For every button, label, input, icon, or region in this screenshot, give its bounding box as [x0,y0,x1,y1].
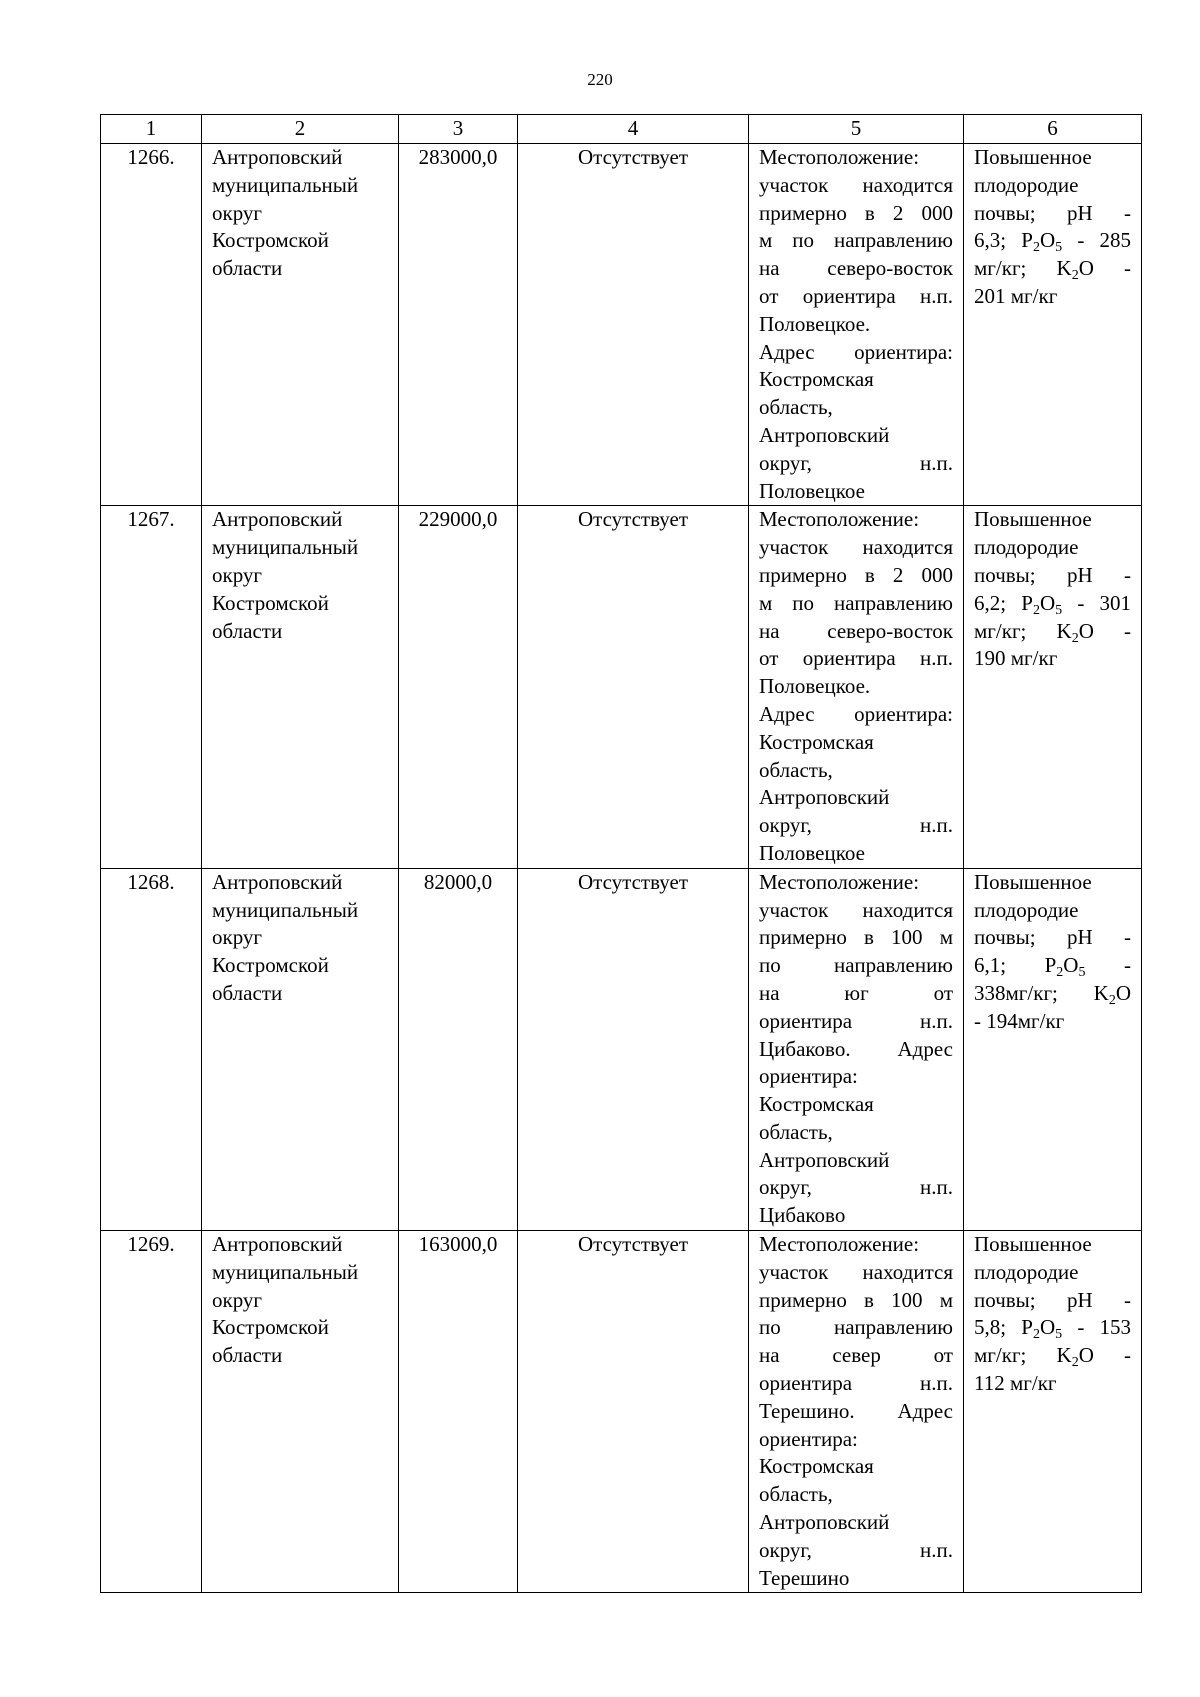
soil-text: 6,1; P [974,953,1057,978]
soil-line [974,980,1131,1008]
location-line: м по направлению [759,590,953,615]
location-line: на северо-восток [759,256,953,281]
table-row [101,144,1142,506]
subscript: 5 [1055,602,1063,618]
district-line: Костромской [212,590,329,615]
location-line: м по направлению [759,228,953,253]
location-line: Половецкое. [759,674,871,699]
soil-text: мг/кг; K [974,256,1072,281]
soil-text: O [1039,1315,1056,1340]
location-line: Антроповский [759,785,890,810]
district-line: Антроповский [212,869,343,894]
subscript: 5 [1078,965,1086,981]
location-cell [749,144,964,506]
location-line: Антроповский [759,1147,890,1172]
table-row [101,506,1142,868]
location-line: примерно в 100 м [759,925,953,950]
location-line: Местоположение: [759,145,920,169]
rights-cell [518,1231,749,1593]
location-line: на северо-восток [759,618,953,643]
soil-text: мг/кг; K [974,1343,1072,1368]
location-line: примерно в 2 000 [759,200,953,225]
soil-line [974,1314,1131,1342]
row-number-text: 1268. [127,869,175,894]
location-line: примерно в 2 000 [759,562,953,587]
soil-cell [964,868,1142,1230]
soil-line: плодородие [974,172,1079,197]
soil-line: почвы; pH - [974,925,1131,950]
district-line: округ [212,200,263,225]
rights-cell [518,506,749,868]
location-line: Терешино. Адрес [759,1398,953,1423]
soil-text: - 153 [1062,1315,1131,1340]
subscript: 2 [1032,240,1040,256]
area-cell [399,506,518,868]
district-cell [202,868,399,1230]
soil-line: Повышенное [974,1232,1092,1257]
subscript: 2 [1071,630,1079,646]
soil-text: - 301 [1062,590,1131,615]
location-cell [749,506,964,868]
district-line: области [212,1343,283,1368]
location-line: область, [759,757,833,782]
soil-line: почвы; pH - [974,200,1131,225]
subscript: 2 [1071,1355,1079,1371]
subscript: 5 [1055,240,1063,256]
location-line: участок находится [759,172,953,197]
district-line: муниципальный [212,897,359,922]
district-cell [202,506,399,868]
rights-value: Отсутствует [578,507,688,532]
row-number-text: 1269. [127,1232,175,1257]
district-line: Антроповский [212,145,343,169]
location-line: область, [759,1119,833,1144]
soil-text: 338мг/кг; K [974,980,1109,1005]
table-row [101,868,1142,1230]
district-line: округ [212,1287,263,1312]
soil-text: O - [1078,618,1131,643]
land-plots-table [100,114,1142,1593]
district-cell [202,1231,399,1593]
location-cell [749,1231,964,1593]
soil-text: O [1039,228,1056,253]
location-line: Антроповский [759,422,890,447]
soil-cell [964,1231,1142,1593]
row-number [101,506,202,868]
soil-text: 6,2; P [974,590,1033,615]
header-col-2: 2 [202,115,399,144]
district-line: области [212,256,283,281]
location-line: округ, н.п. [759,813,953,838]
page-number: 220 [587,70,613,89]
location-line: Терешино [759,1565,850,1590]
district-line: Антроповский [212,1232,343,1257]
area-value: 283000,0 [418,145,498,169]
subscript: 2 [1071,268,1079,284]
row-number [101,1231,202,1593]
soil-line: 190 мг/кг [974,646,1058,671]
soil-line [974,952,1131,980]
row-number-text: 1266. [127,145,175,169]
soil-text: - 285 [1062,228,1131,253]
district-line: Костромской [212,953,329,978]
soil-text: O [1115,980,1131,1005]
district-line: муниципальный [212,1259,359,1284]
location-line: ориентира: [759,1426,858,1451]
district-line: муниципальный [212,535,359,560]
rights-value: Отсутствует [578,145,688,169]
location-line: Местоположение: [759,507,920,532]
soil-line: 112 мг/кг [974,1371,1057,1396]
district-line: Антроповский [212,507,343,532]
subscript: 2 [1032,602,1040,618]
soil-line [974,1342,1131,1370]
soil-line [974,255,1131,283]
location-line: Половецкое [759,840,865,865]
soil-text: O - [1078,1343,1131,1368]
soil-line: плодородие [974,1259,1079,1284]
area-cell [399,144,518,506]
soil-line: Повышенное [974,507,1092,532]
soil-text: мг/кг; K [974,618,1072,643]
location-line: Половецкое [759,478,865,503]
district-line: области [212,980,283,1005]
location-line: Антроповский [759,1510,890,1535]
area-value: 82000,0 [423,869,493,894]
subscript: 2 [1032,1327,1040,1343]
location-line: Местоположение: [759,869,920,894]
location-line: на север от [759,1343,953,1368]
soil-line: - 194мг/кг [974,1008,1065,1033]
table-row [101,1231,1142,1593]
location-line: область, [759,1482,833,1507]
location-line: округ, н.п. [759,1175,953,1200]
district-line: округ [212,925,263,950]
area-value: 229000,0 [418,507,498,532]
soil-line: почвы; pH - [974,562,1131,587]
location-line: Костромская [759,1092,874,1117]
area-value: 163000,0 [418,1232,498,1257]
location-line: ориентира н.п. [759,1008,953,1033]
district-line: области [212,618,283,643]
row-number [101,144,202,506]
soil-line: плодородие [974,897,1079,922]
row-number [101,868,202,1230]
soil-line: Повышенное [974,869,1092,894]
location-line: от ориентира н.п. [759,283,953,308]
location-line: округ, н.п. [759,450,953,475]
district-cell [202,144,399,506]
soil-text: 5,8; P [974,1315,1033,1340]
location-line: Цибаково [759,1203,846,1228]
location-line: Половецкое. [759,311,871,336]
location-line: на юг от [759,980,953,1005]
subscript: 5 [1055,1327,1063,1343]
soil-line: почвы; pH - [974,1287,1131,1312]
soil-text: O - [1078,256,1131,281]
header-col-1: 1 [101,115,202,144]
area-cell [399,1231,518,1593]
location-line: участок находится [759,535,953,560]
soil-text: 6,3; P [974,228,1033,253]
soil-text: O [1039,590,1056,615]
location-line: от ориентира н.п. [759,646,953,671]
row-number-text: 1267. [127,507,175,532]
subscript: 2 [1056,965,1064,981]
location-line: примерно в 100 м [759,1287,953,1312]
soil-line: 201 мг/кг [974,283,1058,308]
location-line: Адрес ориентира: [759,339,953,364]
location-line: по направлению [759,1315,953,1340]
area-cell [399,868,518,1230]
location-line: Цибаково. Адрес [759,1036,953,1061]
soil-line [974,590,1131,618]
location-line: Местоположение: [759,1232,920,1257]
soil-text: O [1063,953,1079,978]
location-line: Костромская [759,729,874,754]
district-line: муниципальный [212,172,359,197]
header-col-4: 4 [518,115,749,144]
location-line: область, [759,395,833,420]
district-line: Костромской [212,1315,329,1340]
district-line: округ [212,562,263,587]
location-line: Костромская [759,1454,874,1479]
soil-line [974,227,1131,255]
location-line: ориентира: [759,1064,858,1089]
subscript: 2 [1108,992,1116,1008]
location-line: Костромская [759,367,874,392]
soil-line: плодородие [974,535,1079,560]
location-cell [749,868,964,1230]
district-line: Костромской [212,228,329,253]
location-line: участок находится [759,897,953,922]
header-col-5: 5 [749,115,964,144]
soil-line: Повышенное [974,145,1092,169]
rights-value: Отсутствует [578,1232,688,1257]
location-line: участок находится [759,1259,953,1284]
location-line: по направлению [759,953,953,978]
soil-cell [964,506,1142,868]
header-col-6: 6 [964,115,1142,144]
location-line: Адрес ориентира: [759,701,953,726]
rights-cell [518,144,749,506]
soil-cell [964,144,1142,506]
location-line: округ, н.п. [759,1537,953,1562]
location-line: ориентира н.п. [759,1371,953,1396]
table-header-row [101,115,1142,144]
soil-line [974,618,1131,646]
header-col-3: 3 [399,115,518,144]
soil-text: - [1085,953,1131,978]
rights-value: Отсутствует [578,869,688,894]
rights-cell [518,868,749,1230]
